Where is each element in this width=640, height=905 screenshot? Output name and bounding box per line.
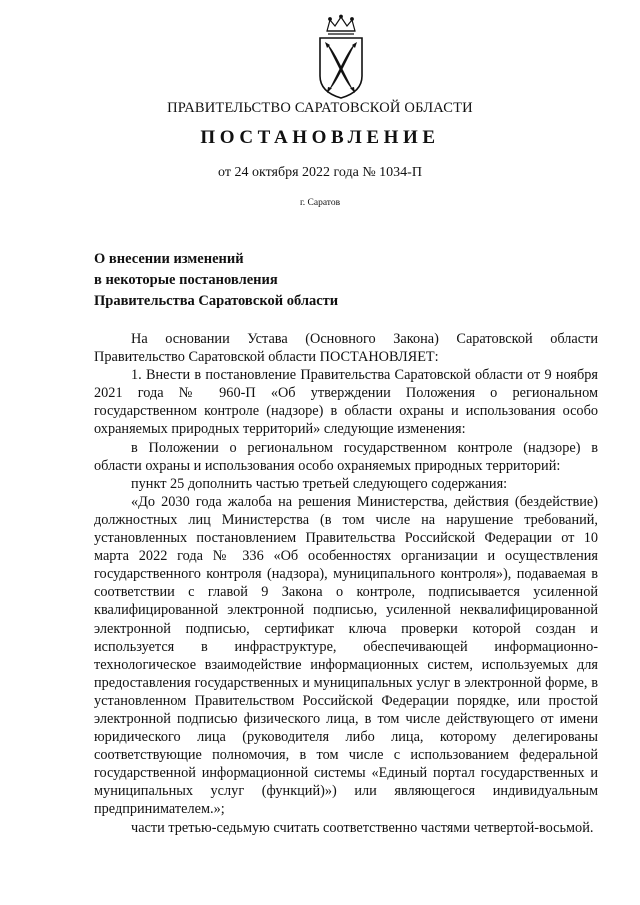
body-paragraph: пункт 25 дополнить частью третьей следующего содержания: (131, 475, 508, 492)
subject-line: в некоторые постановления (94, 272, 278, 288)
document-date-number: от 24 октября 2022 года № 1034-П (218, 165, 422, 180)
body-paragraph: в Положении о региональном государственном контроле (надзоре) в области охраны и использования особо охраняемых природных территорий: (94, 439, 598, 474)
document-body (94, 330, 598, 837)
body-paragraph: 1. Внести в постановление Правительства Саратовской области от 9 ноября 2021 года № 960-П «Об утверждении Положения о региональном государственном контроле (надзоре) в области охраны и использования особо охраняемых природных территорий» следующие изменения: (94, 367, 598, 438)
document-city: г. Саратов (299, 198, 341, 208)
body-paragraph: «До 2030 года жалоба на решения Министерства, действия (бездействие) должностных лиц Министерства (в том числе на нарушение требований, установленных постановлением Правительства Российской Федерации от 10 марта 2022 года № 336 «Об особенностях организации и осуществления государственного контроля (надзора), муниципального контроля»), подаваемая в соответствии с главой 9 Закона о контроле, подписывается усиленной квалифицированной электронной подписью, усиленной неквалифицированной электронной подписью, сертификат ключа проверки которой создан и используется в инфраструктуре, обеспечивающей информационно-технологическое взаимодействие информационных систем, используемых для предоставления государственных и муниципальных услуг в электронной форме, в установленном Правительством Российской Федерации порядке, или простой электронной подписью физического лица, в том числе действующего от имени юридического лица (руководителя либо лица, которому делегированы соответствующие полномочия, в том числе с использованием федеральной государственной информационной системы «Единый портал государственных и муниципальных услуг (функций)») или являющегося индивидуальным предпринимателем.»; (94, 493, 598, 818)
organization-name: ПРАВИТЕЛЬСТВО САРАТОВСКОЙ ОБЛАСТИ (167, 100, 473, 116)
coat-of-arms-icon (317, 14, 365, 100)
subject-line: О внесении изменений (94, 251, 244, 267)
document-subject (94, 249, 338, 312)
body-paragraph: части третью-седьмую считать соответственно частями четвертой-восьмой. (131, 819, 594, 836)
subject-line: Правительства Саратовской области (94, 293, 339, 309)
body-paragraph: На основании Устава (Основного Закона) Саратовской области Правительство Саратовской области ПОСТАНОВЛЯЕТ: (94, 331, 598, 366)
document-type-title: ПОСТАНОВЛЕНИЕ (200, 127, 440, 148)
